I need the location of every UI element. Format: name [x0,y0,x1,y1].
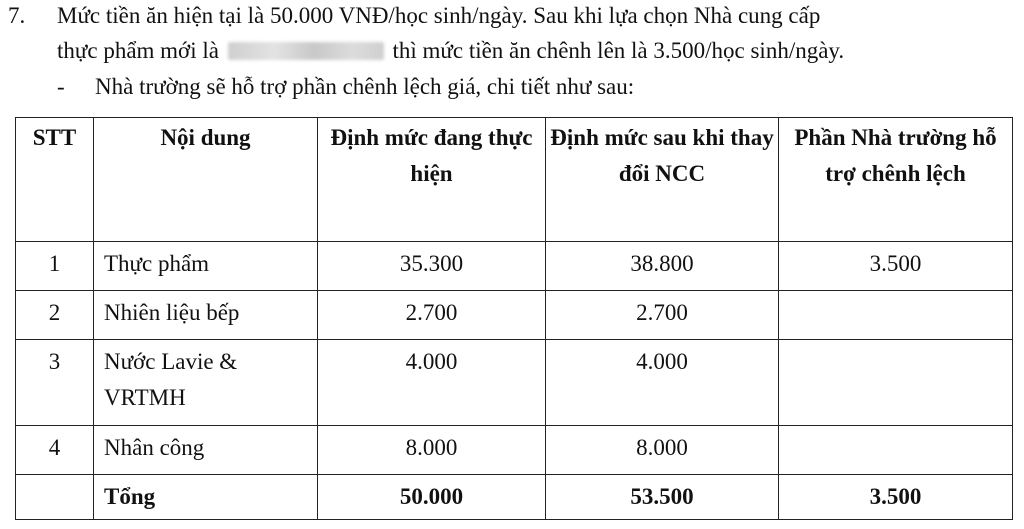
header-dinh-muc-dang: Định mức đang thực hiện [318,118,546,242]
cell-ho-tro [779,291,1013,340]
total-sau: 53.500 [546,475,779,520]
header-stt: STT [16,118,94,242]
cell-sau: 4.000 [546,340,779,426]
cell-sau: 2.700 [546,291,779,340]
cell-dang: 35.300 [318,242,546,291]
cell-stt: 1 [16,242,94,291]
cell-stt-empty [16,475,94,520]
cell-noi-dung: Nhân công [94,426,318,475]
cell-noi-dung-line-1: Nước Lavie & [104,349,238,374]
cell-sau: 38.800 [546,242,779,291]
cell-stt: 3 [16,340,94,426]
total-ho-tro: 3.500 [779,475,1013,520]
cell-ho-tro [779,340,1013,426]
intro-text-2a: thực phẩm mới là [57,38,219,63]
intro-text-1: Mức tiền ăn hiện tại là 50.000 VNĐ/học sinh/ngày. Sau khi lựa chọn Nhà cung cấp [57,3,821,28]
header-noi-dung: Nội dung [94,118,318,242]
total-dang: 50.000 [318,475,546,520]
header-ho-tro: Phần Nhà trường hỗ trợ chênh lệch [779,118,1013,242]
cell-noi-dung: Nhiên liệu bếp [94,291,318,340]
cell-sau: 8.000 [546,426,779,475]
cell-dang: 4.000 [318,340,546,426]
intro-line-2 [57,36,844,66]
table-row [16,242,1013,291]
cell-stt: 2 [16,291,94,340]
table-total-row [16,475,1013,520]
intro-line-1 [8,1,820,31]
table-row [16,426,1013,475]
support-table [15,117,1013,520]
cell-noi-dung: Thực phẩm [94,242,318,291]
bullet-dash: - [57,74,65,99]
cell-noi-dung [94,340,318,426]
cell-stt: 4 [16,426,94,475]
cell-ho-tro: 3.500 [779,242,1013,291]
cell-dang: 8.000 [318,426,546,475]
header-dinh-muc-sau: Định mức sau khi thay đổi NCC [546,118,779,242]
table-row [16,291,1013,340]
intro-text-2b: thì mức tiền ăn chênh lên là 3.500/học sinh/ngày. [392,38,845,63]
total-label: Tổng [94,475,318,520]
table-row [16,340,1013,426]
cell-ho-tro [779,426,1013,475]
item-number: 7. [8,3,26,28]
cell-dang: 2.700 [318,291,546,340]
intro-text-3: Nhà trường sẽ hỗ trợ phần chênh lệch giá, chi tiết như sau: [95,74,635,99]
table-header-row [16,118,1013,242]
cell-noi-dung-line-2: VRTMH [104,385,186,410]
redacted-supplier-name [228,42,384,60]
intro-line-3 [57,72,634,102]
